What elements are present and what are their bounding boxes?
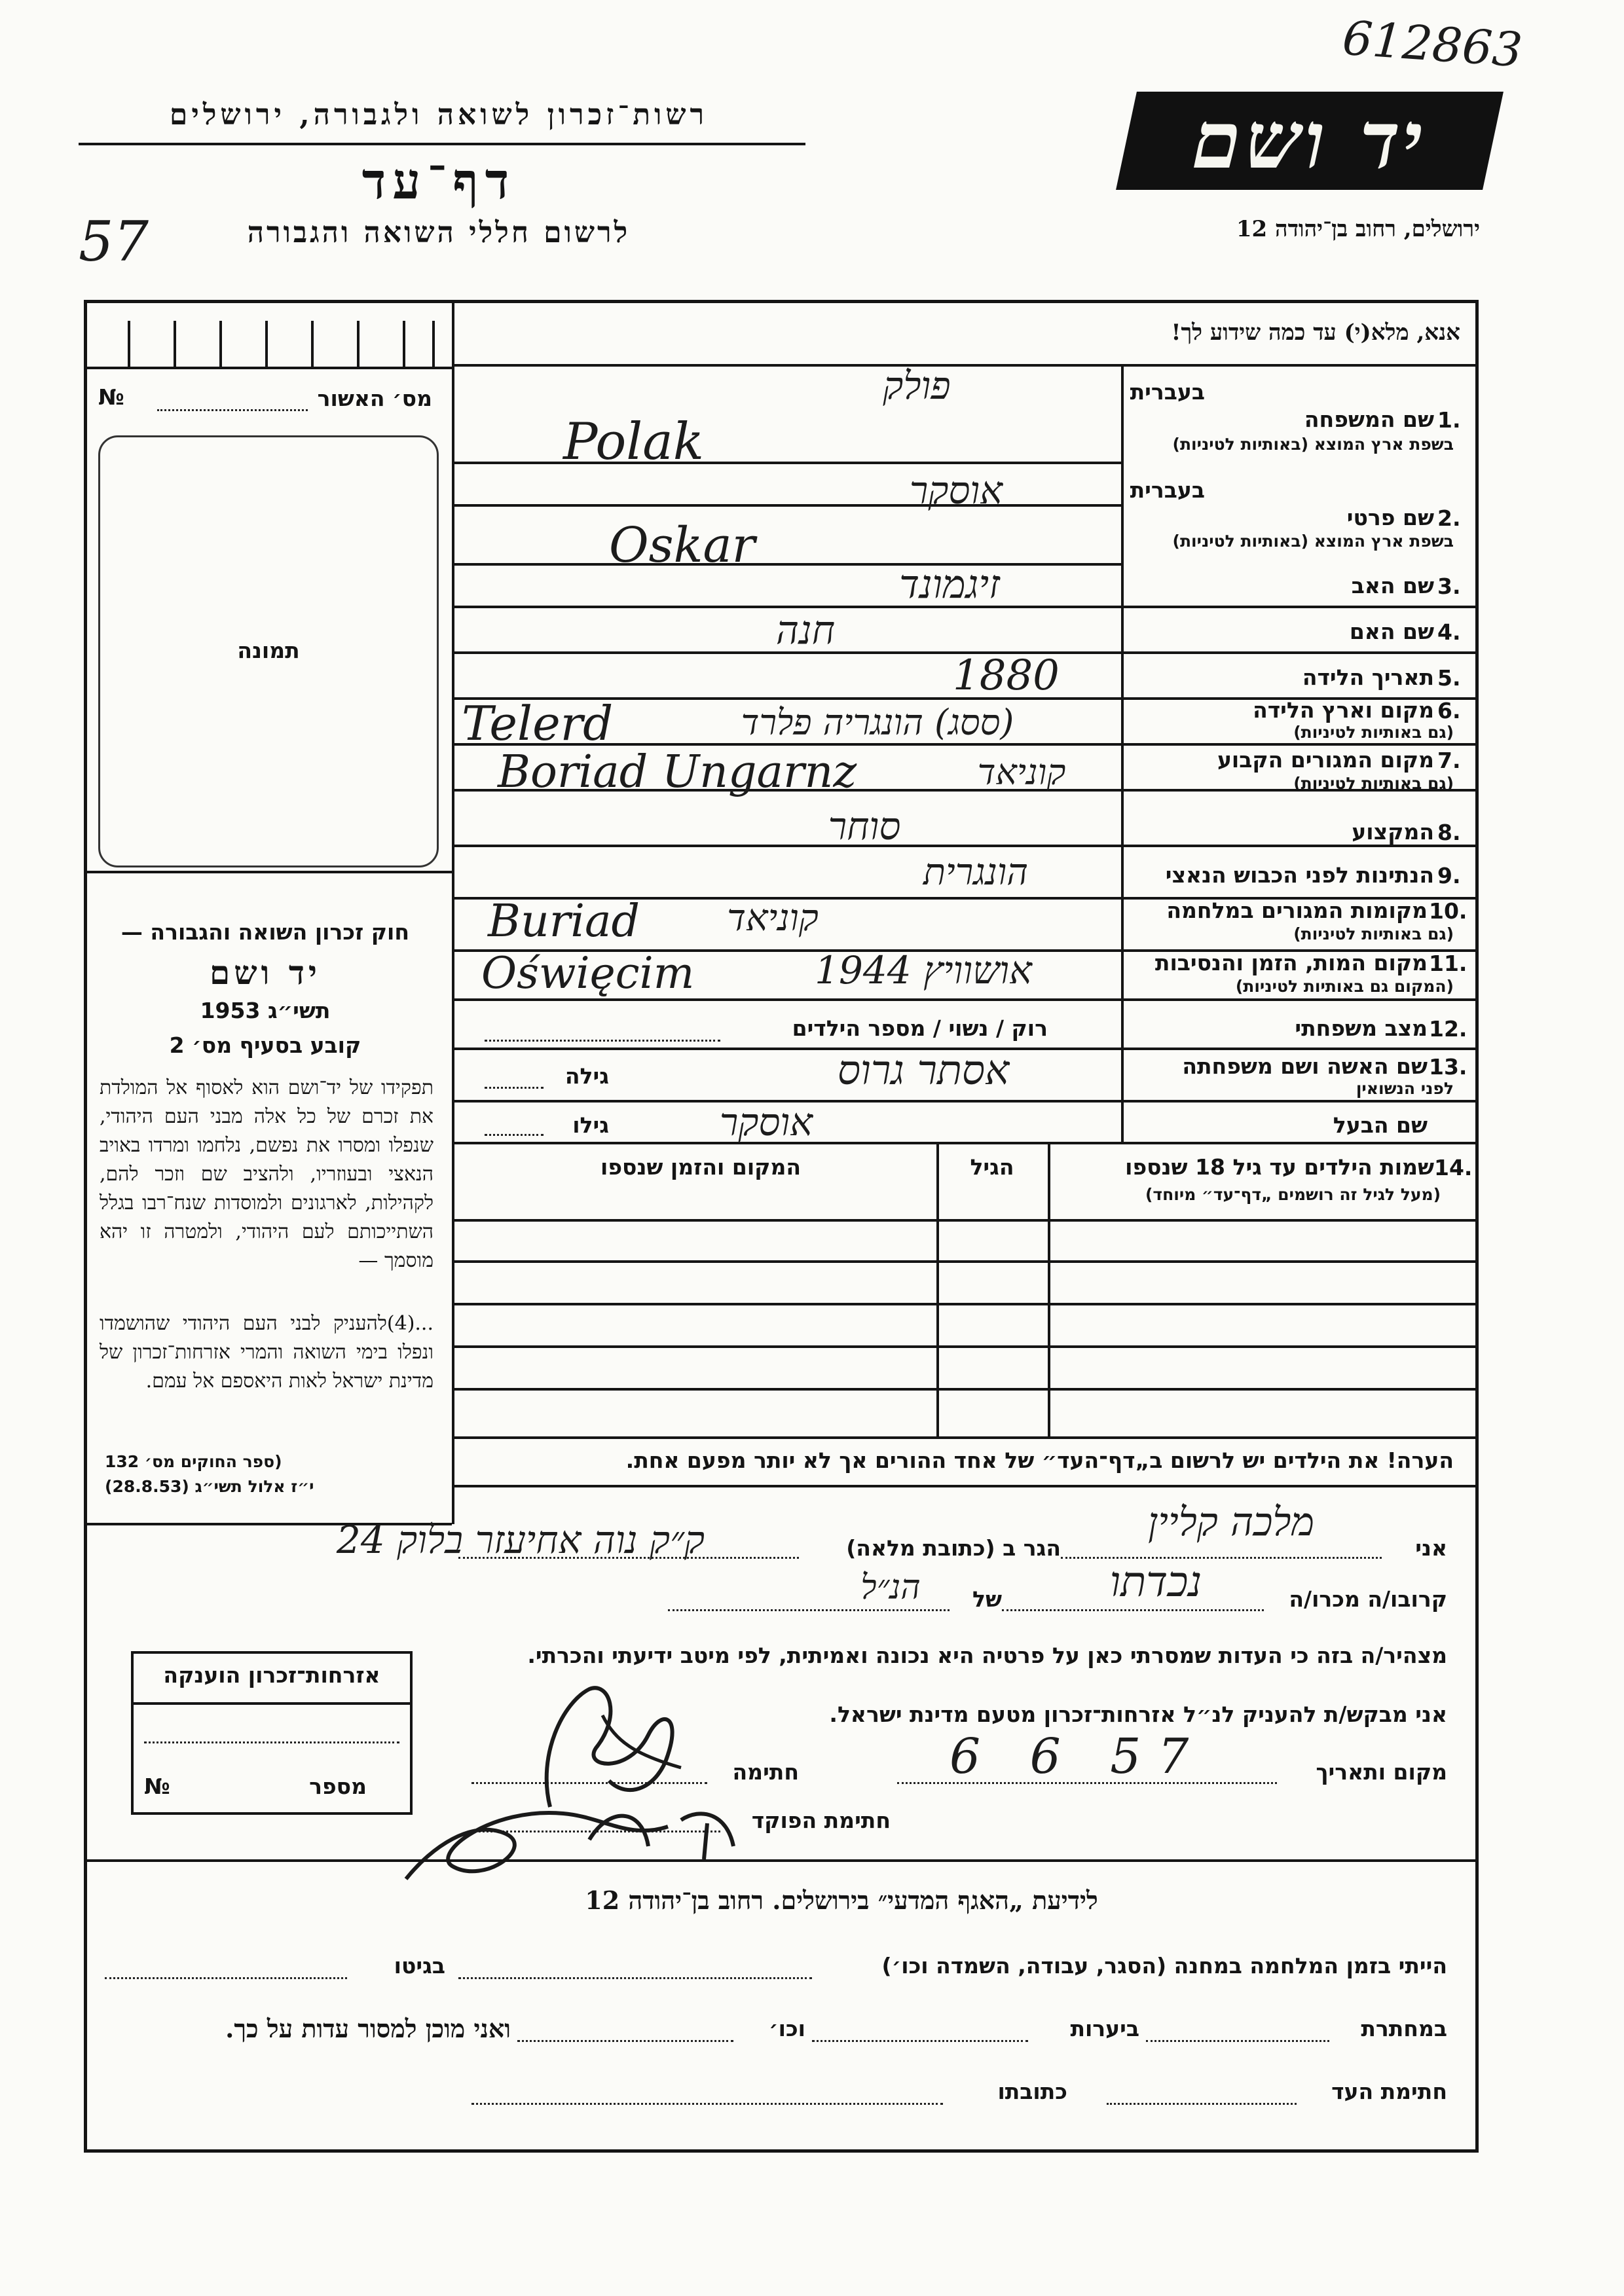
of-value[interactable]: הנ״ל xyxy=(860,1568,921,1607)
relative-label: קרובו/ה מכרו/ה xyxy=(1289,1586,1447,1612)
address: ירושלים, רחוב בן־יהודה 12 xyxy=(1236,216,1480,242)
children-age-column: הגיל xyxy=(970,1154,1014,1180)
children-note: הערה! את הילדים יש לרשום ב„דף־העד״ של אחד ההורים אך לא יותר מפעם אחת. xyxy=(625,1448,1454,1473)
field-8-label: המקצוע xyxy=(1352,819,1434,845)
field-1-label: שם המשפחה xyxy=(1304,407,1434,432)
field-10-value-hebrew[interactable]: קוניאד xyxy=(727,897,819,939)
yad-vashem-logo: יד ושם xyxy=(1116,92,1504,190)
photo-label: תמונה xyxy=(237,638,300,663)
footer-underground-field[interactable] xyxy=(1146,2040,1329,2042)
footer-section-rule xyxy=(84,1859,1479,1862)
footer-title: לידיעת „האגף המדעי״ בירושלים. רחוב בן־יהודה 12 xyxy=(585,1886,1098,1915)
row-sep xyxy=(452,998,1479,1001)
citizenship-number-label: מספר xyxy=(309,1774,367,1799)
law-reference-date: י״ז אלול תשי״ג (28.8.53) xyxy=(105,1477,314,1496)
field-2-value-hebrew[interactable]: אוסקר xyxy=(909,468,1003,513)
footer-forest-field[interactable] xyxy=(812,2040,1028,2042)
children-count-field[interactable] xyxy=(485,1040,720,1042)
field-7-hint: (גם באותיות לטיניות) xyxy=(1293,774,1454,793)
children-row[interactable] xyxy=(452,1260,1479,1263)
field-13-hint: לפני הנשואין xyxy=(1356,1079,1454,1098)
footer-camp-line: הייתי בזמן המלחמה במחנה (הסגר, עבודה, השמדה וכו׳) xyxy=(881,1953,1447,1978)
field-3-number: 3. xyxy=(1437,574,1461,599)
left-column-divider xyxy=(452,300,454,1524)
children-row[interactable] xyxy=(452,1303,1479,1305)
field-4-value[interactable]: חנה xyxy=(775,608,836,653)
field-6-label: מקום וארץ הלידה xyxy=(1253,697,1434,723)
field-6-value-hebrew[interactable]: (ססג) הונגריה פלרד xyxy=(741,702,1014,743)
place-date-label: מקום ותאריך xyxy=(1316,1759,1447,1785)
relation-line xyxy=(1002,1609,1264,1611)
field-2-value-latin[interactable]: Oskar xyxy=(609,517,755,574)
declarant-residing-label: הגר ב (כתובת מלאה) xyxy=(846,1535,1061,1561)
footer-witness-field[interactable] xyxy=(1107,2103,1297,2105)
law-body-clause: ...(4)להעניק לבני העם היהודי שהושמדו ונפלו בימי השואה והמרי אזרחות־זכרון של מדינת ישראל לאות היאספם אל עמם. xyxy=(100,1312,434,1393)
field-2-hint: בשפת ארץ המוצא (באותיות לטיניות) xyxy=(1172,532,1454,551)
tick xyxy=(174,321,176,367)
citizenship-no-label: № xyxy=(144,1774,170,1799)
field-1-value-hebrew[interactable]: פולק xyxy=(883,363,951,408)
tick xyxy=(219,321,222,367)
approval-number-field[interactable] xyxy=(157,409,308,411)
field-4-number: 4. xyxy=(1437,619,1461,645)
children-place-column: המקום והזמן שנספו xyxy=(600,1154,801,1180)
declarant-i-label: אני xyxy=(1415,1535,1447,1561)
tick xyxy=(265,321,268,367)
tick xyxy=(357,321,360,367)
form-title: דף־עד xyxy=(361,152,516,210)
field-12-label: מצב משפחתי xyxy=(1295,1015,1428,1041)
approval-number-label: מס׳ האשור xyxy=(317,386,432,411)
field-4-label: שם האם xyxy=(1349,619,1434,644)
field-12-number: 12. xyxy=(1429,1016,1467,1042)
law-reference: (ספר החוקים מס׳ 132 xyxy=(105,1452,282,1471)
field-8-value[interactable]: סוחר xyxy=(828,804,901,848)
archive-number: 612863 xyxy=(1340,10,1524,78)
field-7-number: 7. xyxy=(1437,748,1461,773)
children-row[interactable] xyxy=(452,1388,1479,1391)
field-10-label: מקומות המגורים במלחמה xyxy=(1166,898,1428,923)
field-13-value[interactable]: אסתר גרוס xyxy=(837,1046,1010,1094)
husband-label: שם הבעל xyxy=(1333,1112,1428,1138)
place-date-line xyxy=(897,1782,1277,1784)
tick xyxy=(128,321,130,367)
footer-ghetto-label: בגיטו xyxy=(394,1953,445,1978)
footer-address-field[interactable] xyxy=(471,2103,943,2105)
fill-instruction: אנא, מלא(י) עד כמה שידוע לך! xyxy=(1171,319,1460,346)
field-2-number: 2. xyxy=(1437,505,1461,531)
footer-etc-label: וכו׳ xyxy=(769,2016,805,2041)
field-11-label: מקום המות, הזמן והנסיבות xyxy=(1154,950,1428,975)
citizenship-request: אני מבקש/ת להעניק לנ״ל אזרחות־זכרון מטעם מדינת ישראל. xyxy=(829,1702,1447,1727)
field-8-number: 8. xyxy=(1437,820,1461,845)
field-7-value-latin[interactable]: Boriad Ungarnz xyxy=(498,746,857,798)
children-hint: (מעל לגיל זה רושמים „דף־עד״ מיוחד) xyxy=(1145,1185,1441,1204)
tick xyxy=(432,321,435,367)
row-sep xyxy=(452,462,1121,464)
field-12-options[interactable]: רוק / נשוי / מספר הילדים xyxy=(792,1015,1048,1041)
tick xyxy=(311,321,314,367)
children-table-bottom xyxy=(452,1436,1479,1439)
field-1-value-latin[interactable]: Polak xyxy=(563,412,704,471)
field-2-label: שם פרטי xyxy=(1346,505,1434,530)
declarant-address-line xyxy=(458,1557,799,1559)
footer-witness-label: חתימת העד xyxy=(1331,2079,1447,2104)
husband-age-label: גילו xyxy=(572,1112,609,1138)
husband-value[interactable]: אוסקר xyxy=(719,1100,813,1144)
field-3-value[interactable]: זיגמונד xyxy=(899,562,1000,608)
field-11-value-hebrew[interactable]: אושוויץ 1944 xyxy=(815,948,1032,993)
approval-no-label: № xyxy=(98,384,124,410)
field-10-hint: (גם באותיות לטיניות) xyxy=(1293,924,1454,943)
field-13-label: שם האשה ושם משפחתה xyxy=(1182,1053,1428,1079)
field-11-value-latin[interactable]: Oświęcim xyxy=(481,948,695,998)
declarant-address[interactable]: ק״ק נוה אחיעזר בלוק 24 xyxy=(336,1518,705,1562)
field-5-value[interactable]: 1880 xyxy=(953,651,1060,700)
field-6-hint: (גם באותיות לטיניות) xyxy=(1293,723,1454,742)
field-11-hint: (המקום גם באותיות לטיניות) xyxy=(1235,977,1454,996)
row-sep xyxy=(452,845,1479,847)
of-label: של xyxy=(972,1586,1002,1612)
field-6-number: 6. xyxy=(1437,698,1461,723)
field-1-hint: בשפת ארץ המוצא (באותיות לטיניות) xyxy=(1172,435,1454,454)
wife-age-label: גילה xyxy=(564,1063,609,1089)
field-9-number: 9. xyxy=(1437,863,1461,888)
header-rule xyxy=(79,143,805,145)
footer-camp-field[interactable] xyxy=(458,1977,812,1979)
field-2-hebrew-tag: בעברית xyxy=(1130,477,1205,503)
law-body: תפקידו של יד־ושם הוא לאסוף אל המולדת את זכרם של כל אלה מבני העם היהודי, שנפלו ומסרו את נפשם, נלחמו ומרדו באויב הנאצי ובעוזריו, ולהציב שם וזכר להם, לקהילות, לארגונים ולמוסדות שנח־רבו בגלל השתייכותם לעם היהודי, ולמטרה זו יהא מוסמך — xyxy=(100,1076,434,1272)
field-9-value[interactable]: הונגרית xyxy=(923,851,1029,894)
footer-forest-label: ביערות xyxy=(1070,2016,1139,2041)
footer-underground-label: במחתרת xyxy=(1361,2016,1447,2041)
wife-age-field[interactable] xyxy=(485,1087,544,1089)
field-7-value-hebrew[interactable]: קוניאד xyxy=(977,752,1066,793)
footer-ghetto-field[interactable] xyxy=(105,1977,347,1979)
officer-signature-label: חתימת הפוקד xyxy=(751,1808,891,1833)
law-section: קובע בסעיף מס׳ 2 xyxy=(169,1032,361,1058)
law-title: חוק זכרון השואה והגבורה — xyxy=(120,919,410,945)
institution-name: רשות־זכרון לשואה ולגבורה, ירושלים xyxy=(169,98,709,132)
children-row[interactable] xyxy=(452,1219,1479,1222)
footer-testimony-text: ואני מוכן למסור עדות על כך. xyxy=(225,2014,511,2043)
note-bottom-rule xyxy=(452,1485,1479,1487)
row-sep xyxy=(452,1142,1479,1144)
field-5-label: תאריך הלידה xyxy=(1302,665,1434,690)
citizenship-box-rule xyxy=(131,1702,413,1705)
children-col-divider xyxy=(1048,1142,1050,1436)
children-number: 14. xyxy=(1434,1155,1473,1180)
row-sep xyxy=(452,1100,1479,1102)
tick xyxy=(403,321,405,367)
field-7-label: מקום המגורים הקבוע xyxy=(1217,747,1434,773)
footer-etc-field[interactable] xyxy=(517,2040,733,2042)
of-line xyxy=(668,1609,950,1611)
label-column-divider xyxy=(1121,364,1124,1142)
officer-signature xyxy=(393,1768,760,1899)
citizenship-box-line xyxy=(144,1741,399,1743)
field-3-label: שם האב xyxy=(1351,573,1434,598)
field-1-hebrew-tag: בעברית xyxy=(1130,379,1205,405)
law-name: יד ושם xyxy=(210,953,321,992)
field-10-value-latin[interactable]: Buriad xyxy=(488,896,640,947)
citizenship-box-title: אזרחות־זכרון הוענקה xyxy=(163,1662,380,1688)
children-row[interactable] xyxy=(452,1345,1479,1348)
children-title: שמות הילדים עד גיל 18 שנספו xyxy=(1125,1154,1434,1180)
field-6-value-latin[interactable]: Telerd xyxy=(462,696,614,751)
statement: מצהיר/ה בזה כי העדות שמסרתי כאן על פרטיה היא נכונה ואמיתית, לפי מיטב ידיעתי והכרתי. xyxy=(527,1643,1447,1668)
field-5-number: 5. xyxy=(1437,665,1461,691)
form-subtitle: לרשום חללי השואה והגבורה xyxy=(247,216,631,249)
children-col-divider xyxy=(936,1142,939,1436)
signature-label: חתימה xyxy=(732,1759,799,1785)
husband-age-field[interactable] xyxy=(485,1134,544,1136)
margin-mark: 57 xyxy=(79,210,149,274)
declarant-name[interactable]: מלכה קליין xyxy=(1147,1499,1315,1545)
field-1-number: 1. xyxy=(1437,407,1461,433)
declaration-date[interactable]: 6 6 57 xyxy=(950,1728,1206,1785)
ticks-base xyxy=(84,367,452,369)
law-year: תשי״ג 1953 xyxy=(200,998,331,1023)
field-13-number: 13. xyxy=(1429,1054,1467,1080)
field-11-number: 11. xyxy=(1429,951,1467,976)
field-9-label: הנתינות לפני הכבוש הנאצי xyxy=(1165,862,1434,888)
field-10-number: 10. xyxy=(1429,898,1467,924)
relation-value[interactable]: נכדתו xyxy=(1109,1558,1202,1607)
footer-address-label: כתובתו xyxy=(997,2079,1067,2104)
photo-bottom-rule xyxy=(84,871,452,873)
